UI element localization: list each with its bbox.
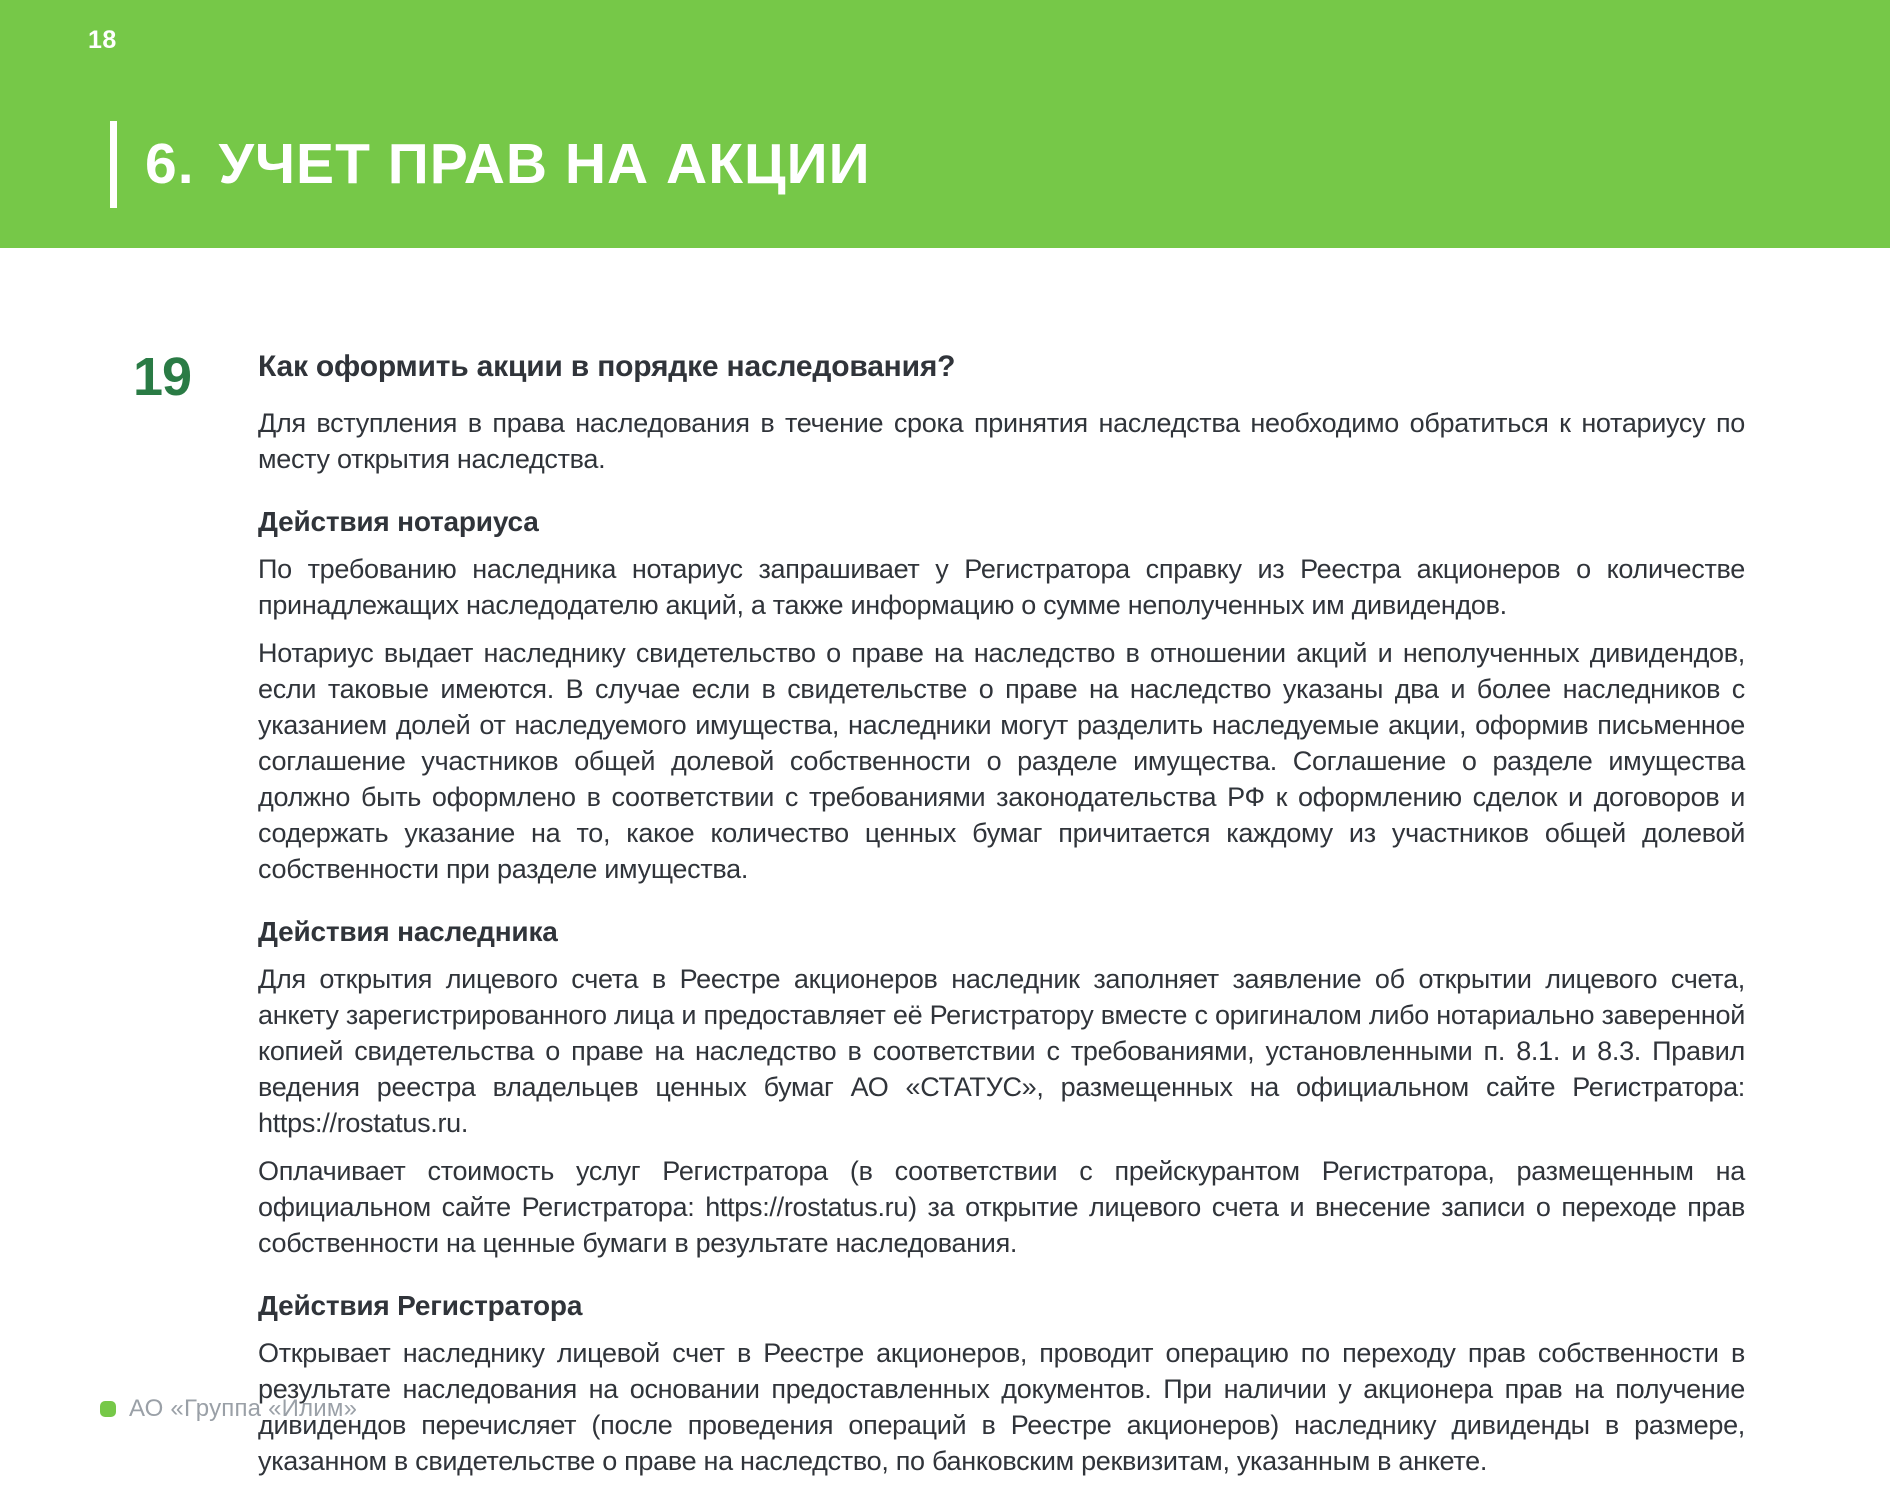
header-accent-bar [110, 121, 117, 208]
paragraph: Для открытия лицевого счета в Реестре акционеров наследник заполняет заявление об открытии лицевого счета, анкету зарегистрированного лица и предоставляет её Регистратору вместе с оригиналом либо нотариально заверенной копией свидетельства о праве на наследство в соответствии с требованиями, установленными п. 8.1. и 8.3. Правил ведения реестра владельцев ценных бумаг АО «СТАТУС», размещенных на официальном сайте Регистратора: https://rostatus.ru. [258, 964, 1745, 1138]
question-number: 19 [133, 347, 192, 407]
green-dot-icon [100, 1401, 116, 1417]
section-title-row [110, 121, 871, 208]
page-number: 18 [88, 26, 117, 54]
section-title-text: УЧЕТ ПРАВ НА АКЦИИ [218, 132, 871, 196]
section-header-banner [0, 0, 1890, 248]
paragraph: Оплачивает стоимость услуг Регистратора (в соответствии с прейскурантом Регистратора, размещенным на официальном сайте Регистратора: https://rostatus.ru) за открытие лицевого счета и внесение записи о переходе прав собственности на ценные бумаги в результате наследования. [258, 1156, 1745, 1258]
subsection-heading-registrar: Действия Регистратора [258, 1290, 583, 1321]
question-heading: Как оформить акции в порядке наследования? [258, 350, 956, 383]
section-number: 6. [145, 132, 195, 196]
question-body [258, 348, 1745, 1491]
company-name: АО «Группа «Илим» [129, 1395, 358, 1422]
subsection-heading-heir: Действия наследника [258, 916, 558, 947]
paragraph: Нотариус выдает наследнику свидетельство о праве на наследство в отношении акций и неполученных дивидендов, если таковые имеются. В случае если в свидетельстве о праве на наследство указаны два и более наследников с указанием долей от наследуемого имущества, наследники могут разделить наследуемые акции, оформив письменное соглашение участников общей долевой собственности о разделе имущества. Соглашение о разделе имущества должно быть оформлено в соответствии с требованиями законодательства РФ к оформлению сделок и договоров и содержать указание на то, какое количество ценных бумаг причитается каждому из участников общей долевой собственности при разделе имущества. [258, 638, 1745, 884]
subsection-heading-notary: Действия нотариуса [258, 506, 539, 537]
section-title [145, 121, 871, 208]
paragraph: Открывает наследнику лицевой счет в Реестре акционеров, проводит операцию по переходу прав собственности в результате наследования на основании предоставленных документов. При наличии у акционера прав на получение дивидендов перечисляет (после проведения операций в Реестре акционеров) наследнику дивиденды в размере, указанном в свидетельстве о праве на наследство, по банковским реквизитам, указанным в анкете. [258, 1338, 1745, 1476]
intro-paragraph: Для вступления в права наследования в течение срока принятия наследства необходимо обратиться к нотариусу по месту открытия наследства. [258, 408, 1745, 474]
footer [100, 1395, 357, 1423]
qa-content [133, 348, 1745, 1491]
paragraph: По требованию наследника нотариус запрашивает у Регистратора справку из Реестра акционеров о количестве принадлежащих наследодателю акций, а также информацию о сумме неполученных им дивидендов. [258, 554, 1745, 620]
